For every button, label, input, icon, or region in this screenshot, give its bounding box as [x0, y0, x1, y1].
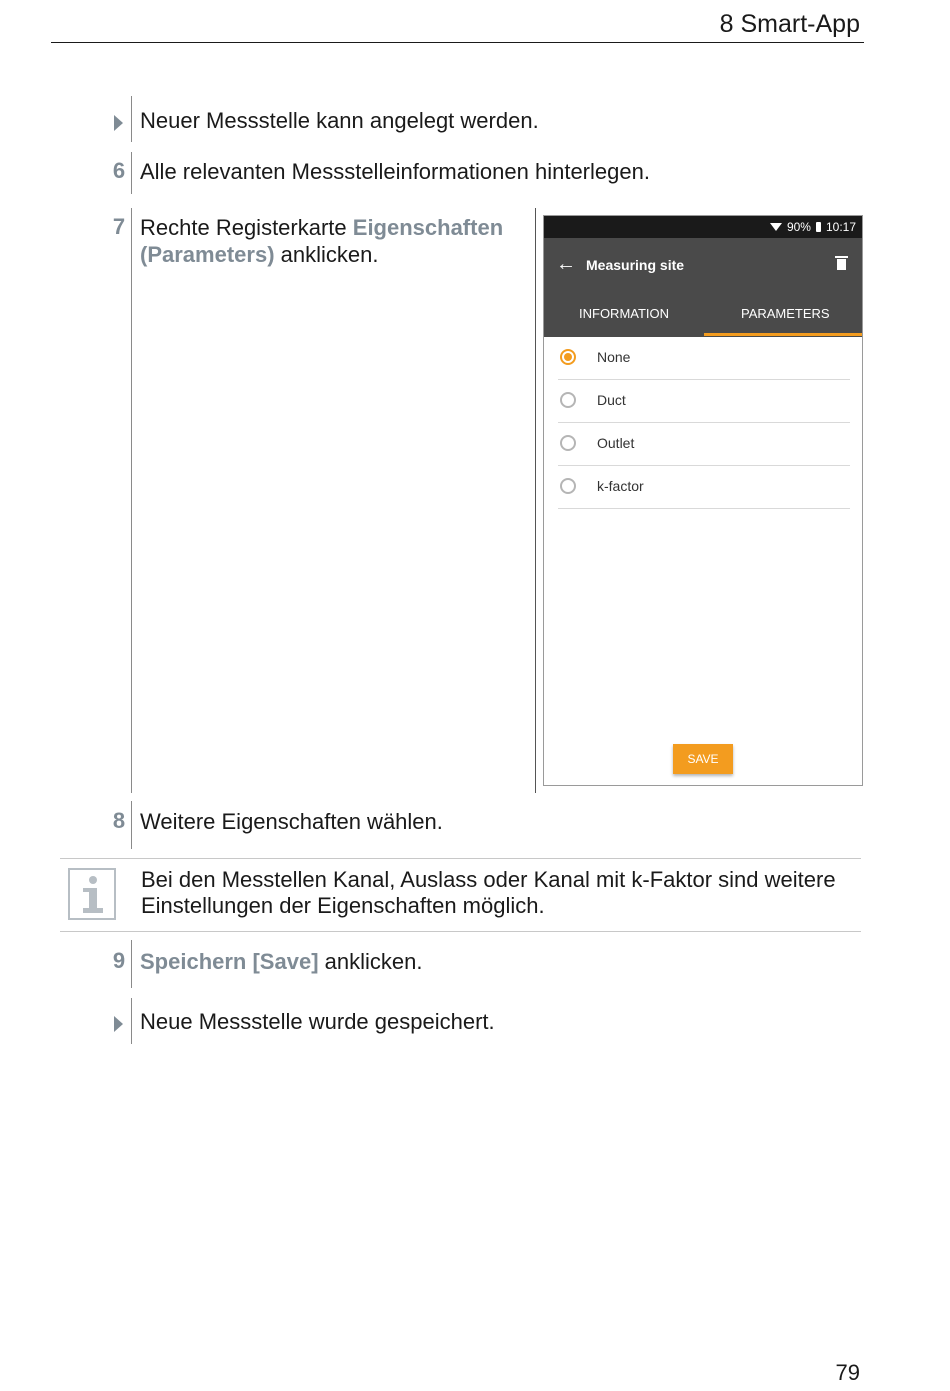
radio-icon[interactable] — [560, 435, 576, 451]
result-triangle-icon — [114, 115, 123, 131]
step-divider — [131, 208, 132, 793]
ui-reference-highlight: Eigenschaften (Parameters) — [140, 215, 504, 267]
battery-level: 90% — [786, 220, 811, 234]
clock: 10:17 — [825, 220, 856, 234]
trash-icon[interactable] — [836, 256, 847, 270]
option-duct[interactable] — [558, 380, 850, 423]
info-rule-bottom — [60, 931, 861, 932]
step-divider — [131, 152, 132, 194]
step-number: 8 — [112, 808, 126, 833]
step-number: 7 — [112, 214, 126, 239]
step-text: Weitere Eigenschaften wählen. — [140, 809, 443, 834]
page-header-title: 8 Smart-App — [719, 10, 860, 38]
step-text — [140, 948, 422, 975]
tab-information[interactable]: INFORMATION — [579, 306, 670, 321]
step-text: Alle relevanten Messstelleinformationen hinterlegen. — [140, 159, 650, 184]
battery-icon — [816, 222, 821, 232]
step-divider — [131, 96, 132, 142]
step-divider — [131, 940, 132, 988]
ui-reference-highlight: Speichern [Save] — [140, 949, 319, 974]
option-label: Outlet — [597, 435, 635, 451]
info-icon — [68, 868, 116, 920]
status-bar — [544, 216, 862, 238]
step-text-part: anklicken. — [318, 949, 423, 974]
step-number: 9 — [112, 948, 126, 973]
app-screenshot — [543, 215, 863, 786]
step-text — [140, 214, 525, 268]
step-divider — [131, 998, 132, 1044]
tab-parameters[interactable]: PARAMETERS — [741, 306, 830, 321]
wifi-icon — [770, 223, 782, 231]
option-outlet[interactable] — [558, 423, 850, 466]
app-bar-title: Measuring site — [586, 257, 685, 273]
radio-icon[interactable] — [560, 392, 576, 408]
radio-selected-icon[interactable] — [560, 349, 576, 365]
result-text: Neue Messstelle wurde gespeichert. — [140, 1009, 495, 1034]
figure-divider — [535, 208, 536, 793]
option-label: Duct — [597, 392, 626, 408]
save-button[interactable]: SAVE — [673, 744, 733, 774]
radio-icon[interactable] — [560, 478, 576, 494]
option-none[interactable] — [558, 337, 850, 380]
app-bar — [544, 238, 862, 337]
option-label: None — [597, 349, 631, 365]
option-k-factor[interactable] — [558, 466, 850, 509]
step-divider — [131, 801, 132, 849]
result-triangle-icon — [114, 1016, 123, 1032]
result-text: Neuer Messstelle kann angelegt werden. — [140, 108, 539, 133]
info-note-text: Bei den Messtellen Kanal, Auslass oder Kanal mit k-Faktor sind weitere Einstellungen der Eigenschaften möglich. — [141, 867, 836, 918]
info-rule-top — [60, 858, 861, 859]
back-arrow-icon[interactable]: ← — [556, 253, 576, 275]
active-tab-indicator — [704, 333, 862, 336]
step-text-part: anklicken. — [274, 242, 379, 267]
step-number: 6 — [112, 158, 126, 183]
header-rule — [51, 42, 864, 43]
step-text-part: Rechte Registerkarte — [140, 215, 353, 240]
option-label: k-factor — [597, 478, 644, 494]
page-number: 79 — [835, 1360, 860, 1385]
